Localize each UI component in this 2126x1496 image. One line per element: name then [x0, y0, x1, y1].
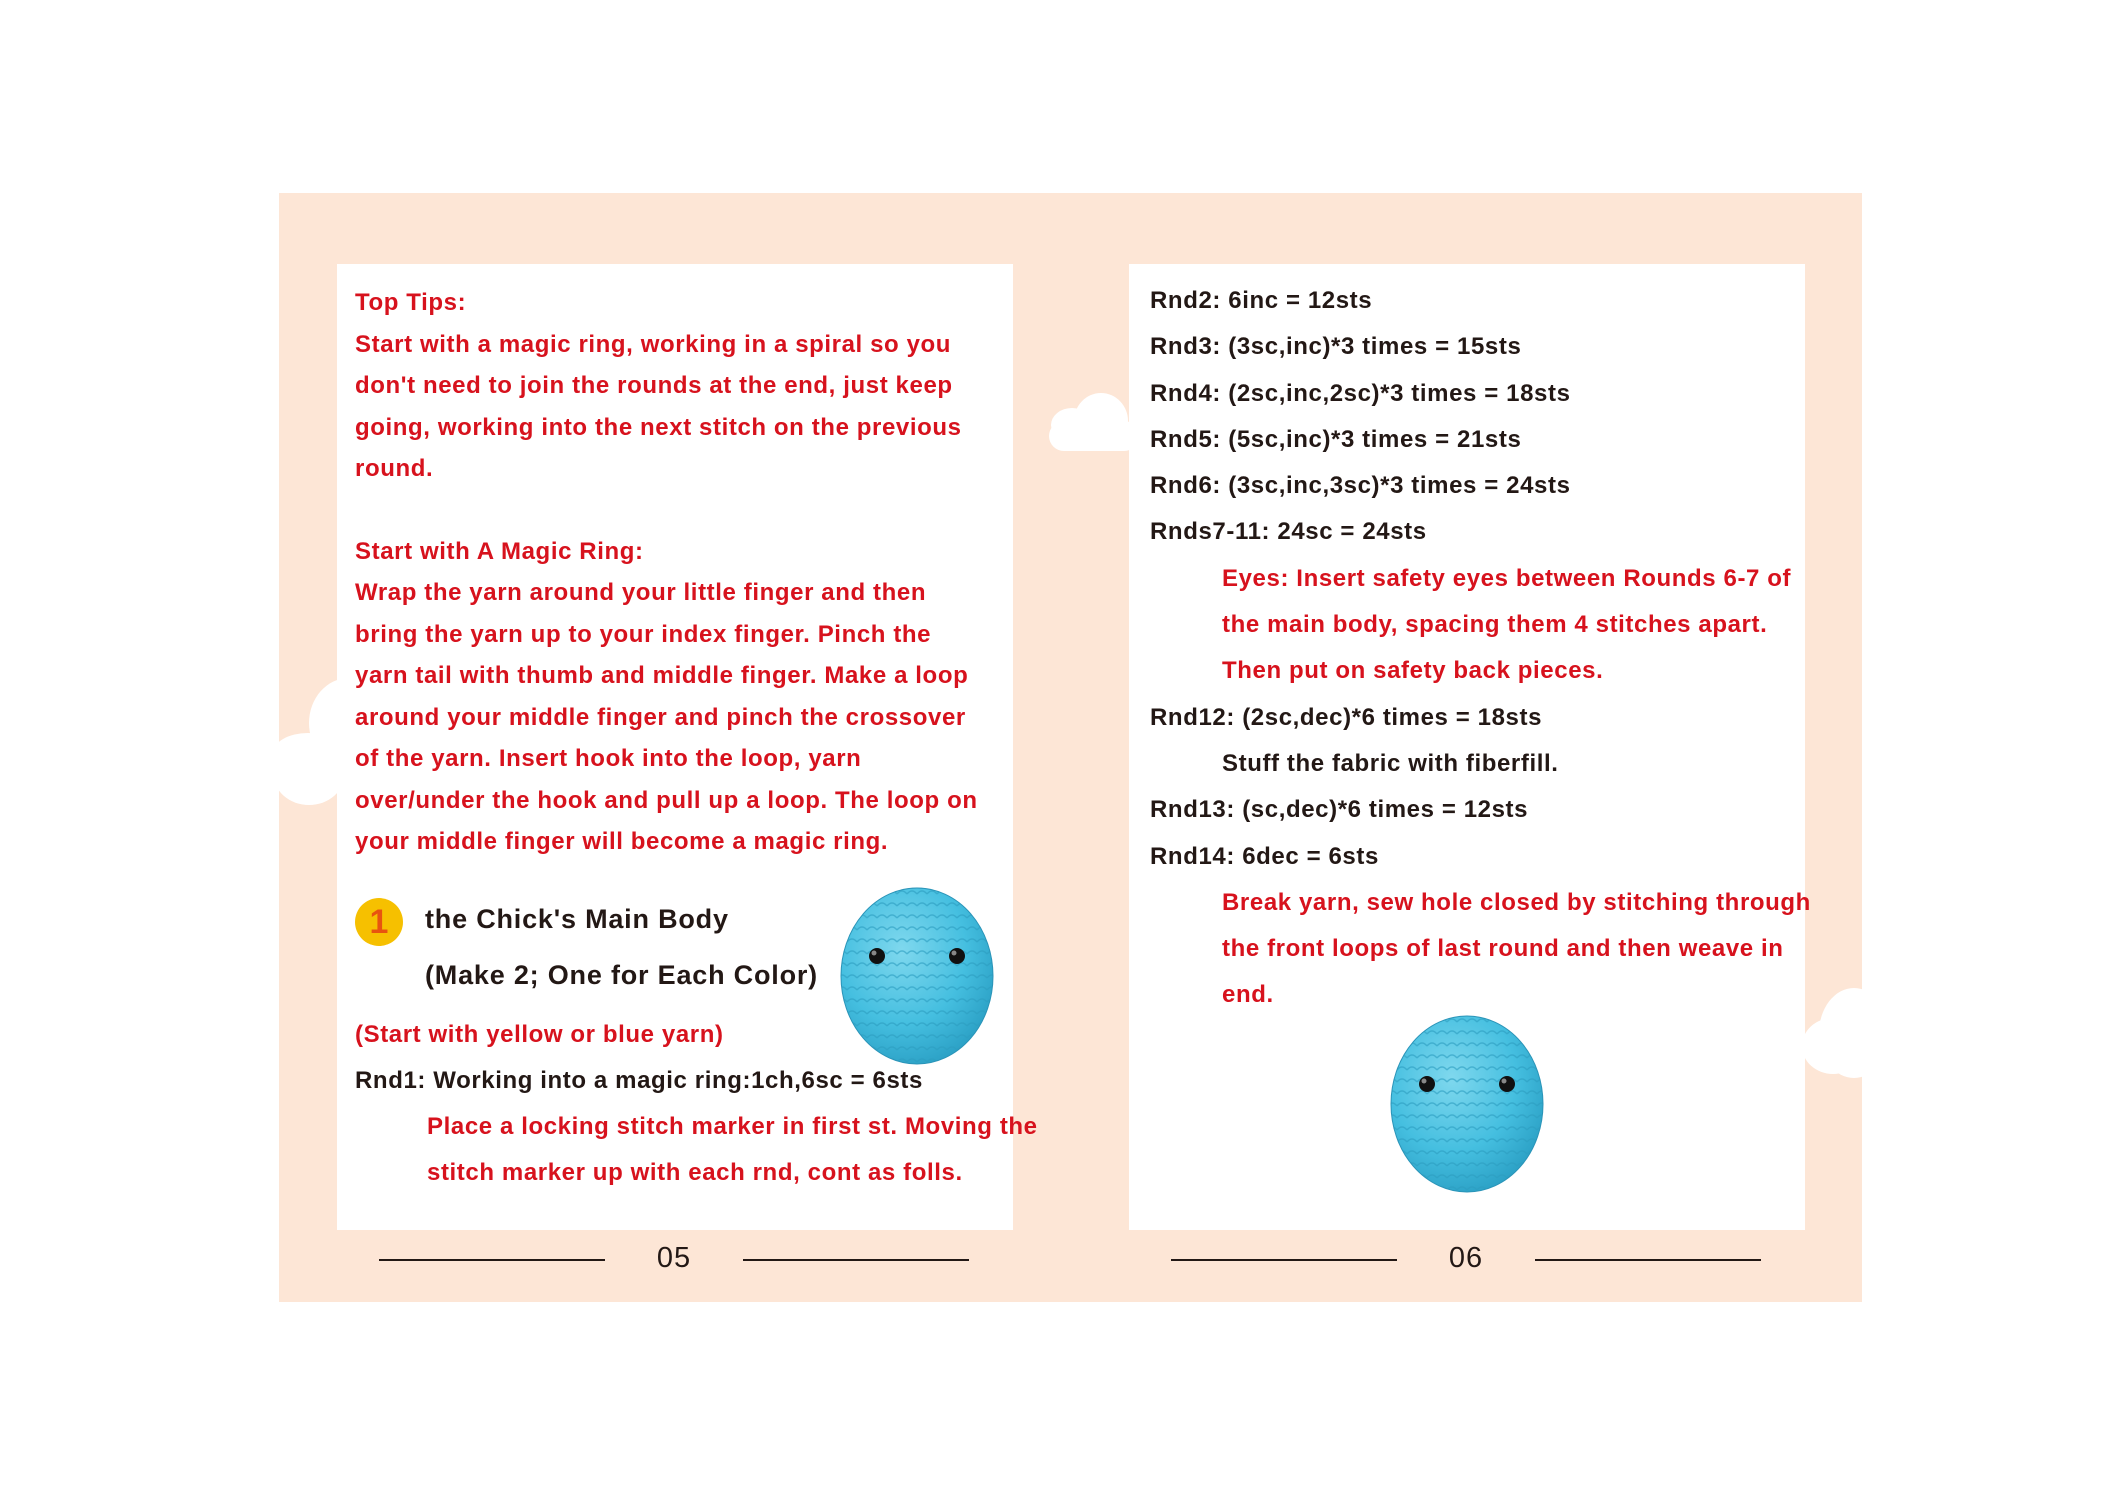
tips-line: Start with a magic ring, working in a spiral so you	[355, 330, 952, 358]
round-instruction: Rnd3: (3sc,inc)*3 times = 15sts	[1150, 333, 1522, 361]
tips-line: going, working into the next stitch on the previous	[355, 413, 962, 441]
magic-ring-line: around your middle finger and pinch the crossover	[355, 703, 966, 731]
magic-ring-line: yarn tail with thumb and middle finger. Make a loop	[355, 662, 969, 689]
page-06	[1129, 264, 1811, 1230]
round-instruction: Rnd13: (sc,dec)*6 times = 12sts	[1150, 796, 1529, 824]
magic-ring-line: over/under the hook and pull up a loop. The loop on	[355, 786, 978, 814]
top-tips-title: Top Tips:	[355, 289, 467, 316]
magic-ring-title: Start with A Magic Ring:	[355, 537, 644, 565]
instruction-note: end.	[1222, 981, 1274, 1009]
magic-ring-line: of the yarn. Insert hook into the loop, yarn	[355, 745, 862, 772]
page-number: 06	[1448, 1242, 1484, 1274]
blue-crochet-egg-image	[1387, 1004, 1547, 1194]
instruction-note: the front loops of last round and then weave in	[1222, 935, 1784, 963]
marker-note: stitch marker up with each rnd, cont as folls.	[427, 1158, 963, 1186]
round-instruction: Stuff the fabric with fiberfill.	[1222, 749, 1559, 777]
round-instruction: Rnd2: 6inc = 12sts	[1150, 287, 1373, 314]
footer-rule	[1535, 1259, 1761, 1261]
round-instruction: Rnd14: 6dec = 6sts	[1150, 842, 1379, 870]
round-instruction: Rnd6: (3sc,inc,3sc)*3 times = 24sts	[1150, 472, 1571, 500]
magic-ring-line: Wrap the yarn around your little finger and then	[355, 579, 927, 606]
round-1: Rnd1: Working into a magic ring:1ch,6sc = 6sts	[355, 1066, 923, 1094]
step-subtitle: (Make 2; One for Each Color)	[425, 959, 818, 990]
footer-rule	[379, 1259, 605, 1261]
round-instruction: Rnd12: (2sc,dec)*6 times = 18sts	[1150, 703, 1543, 731]
round-instruction: Rnd4: (2sc,inc,2sc)*3 times = 18sts	[1150, 379, 1571, 407]
round-instruction: Rnd5: (5sc,inc)*3 times = 21sts	[1150, 425, 1522, 453]
marker-note: Place a locking stitch marker in first st. Moving the	[427, 1112, 1038, 1140]
instruction-note: Then put on safety back pieces.	[1222, 657, 1604, 685]
step-number-badge: 1	[355, 898, 403, 946]
page-06-footer	[1171, 1239, 1761, 1279]
round-instruction: Rnds7-11: 24sc = 24sts	[1150, 518, 1427, 546]
tips-line: don't need to join the rounds at the end, just keep	[355, 372, 953, 399]
start-note: (Start with yellow or blue yarn)	[355, 1020, 724, 1048]
right-page-content	[1150, 278, 1811, 1019]
blue-crochet-egg-image	[837, 876, 997, 1066]
instruction-note: Break yarn, sew hole closed by stitching through	[1222, 888, 1811, 916]
footer-rule	[743, 1259, 969, 1261]
instruction-note: the main body, spacing them 4 stitches apart.	[1222, 611, 1768, 639]
footer-rule	[1171, 1259, 1397, 1261]
magic-ring-line: bring the yarn up to your index finger. Pinch the	[355, 620, 932, 648]
booklet-spread	[279, 193, 1862, 1302]
instruction-note: Eyes: Insert safety eyes between Rounds 6-7 of	[1222, 564, 1792, 592]
step-title: the Chick's Main Body	[425, 903, 729, 934]
page-number: 05	[656, 1242, 692, 1274]
tips-line: round.	[355, 455, 434, 482]
magic-ring-line: your middle finger will become a magic ring.	[355, 828, 889, 855]
page-05-footer	[379, 1239, 969, 1279]
page-05	[337, 264, 1038, 1230]
